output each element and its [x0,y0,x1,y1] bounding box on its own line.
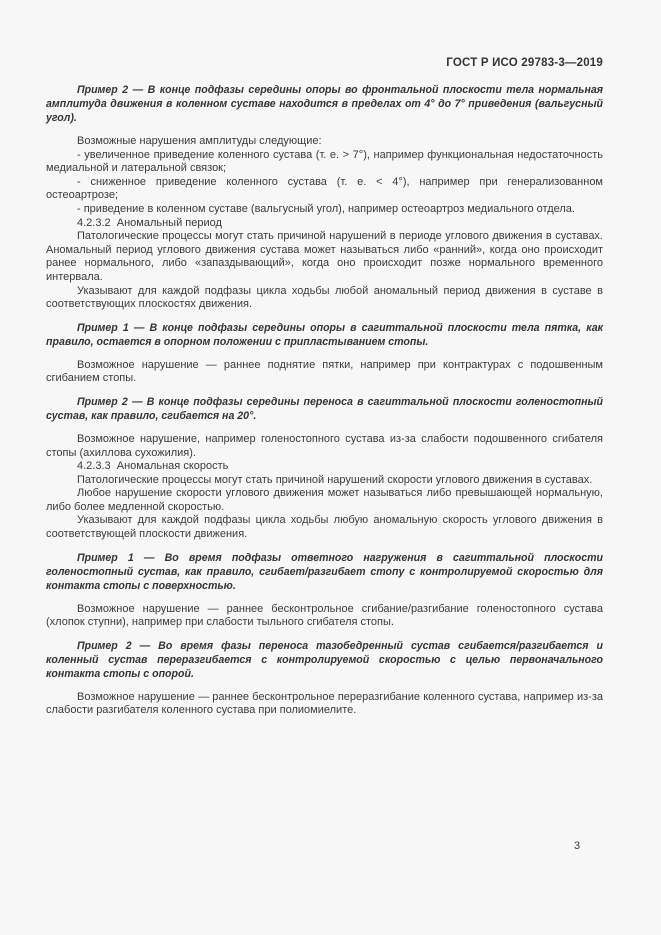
body-paragraph: Возможные нарушения амплитуды следующие: [77,135,322,147]
list-item: - сниженное приведение коленного сустава (т. е. < 4°), например при генерализованном остеоартрозе; [46,175,603,202]
section-heading: 4.2.3.3 Аномальная скорость [77,460,229,473]
example-paragraph: Пример 2 — В конце подфазы середины опоры во фронтальной плоскости тела нормальная амплитуда движения в коленном суставе находится в пределах от 4° до 7° приведения (вальгусный угол). [46,84,603,124]
page-number: 3 [574,840,581,852]
body-paragraph: Возможное нарушение — раннее поднятие пятки, например при контрактурах с подошвенным сгибанием стопы. [46,358,603,385]
section-heading: 4.2.3.2 Аномальный период [77,216,222,229]
body-paragraph: Возможное нарушение — раннее бесконтрольное переразгибание коленного сустава, например из-за слабости разгибателя коленного сустава при полиомиелите. [46,690,603,717]
document-body [46,83,603,718]
list-item: - приведение в коленном суставе (вальгусный угол), например остеоартроз медиального отдела. [77,202,575,215]
body-paragraph: Патологические процессы могут стать причиной нарушений скорости углового движения в суставах. [77,473,593,486]
body-paragraph: Указывают для каждой подфазы цикла ходьбы любой аномальный период движения в суставе в соответствующих плоскостях движения. [46,284,603,311]
example-paragraph: Пример 2 — В конце подфазы середины переноса в сагиттальной плоскости голеностопный сустав, как правило, сгибается на 20°. [46,395,603,422]
example-paragraph: Пример 1 — Во время подфазы ответного нагружения в сагиттальной плоскости голеностопный сустав, как правило, сгибает/разгибает стопу с контролируемой скоростью для контакта стопы с поверхностью. [46,551,603,592]
body-paragraph: Патологические процессы могут стать причиной нарушений в периоде углового движения в суставах. Аномальный период углового движения сустава может называться либо «ранний», когда оно происходит ранее нормального, либо «запаздывающий», когда оно происходит позже нормального временного интервала. [46,230,603,283]
body-paragraph: Возможное нарушение, например голеностопного сустава из-за слабости подошвенного сгибателя стопы (ахиллова сухожилия). [46,432,603,459]
body-paragraph: Указывают для каждой подфазы цикла ходьбы любую аномальную скорость углового движения в соответствующей плоскости движения. [46,514,603,541]
list-item: - увеличенное приведение коленного сустава (т. е. > 7°), например функциональная недостаточность медиальной и латеральной связок; [46,148,603,175]
body-paragraph: Возможное нарушение — раннее бесконтрольное сгибание/разгибание голеностопного сустава (хлопок ступни), например при слабости тыльного сгибателя стопы. [46,602,603,629]
document-code-header: ГОСТ Р ИСО 29783-3—2019 [446,57,603,69]
body-paragraph: Любое нарушение скорости углового движения может называться либо превышающей нормальную, либо более медленной скоростью. [46,487,603,513]
example-paragraph: Пример 2 — Во время фазы переноса тазобедренный сустав сгибается/разгибается и коленный сустав переразгибается с контролируемой скоростью с целью первоначального контакта стопы с опорой. [46,639,603,680]
example-paragraph: Пример 1 — В конце подфазы середины опоры в сагиттальной плоскости тела пятка, как правило, остается в опорном положении с припластыванием стопы. [46,321,603,348]
